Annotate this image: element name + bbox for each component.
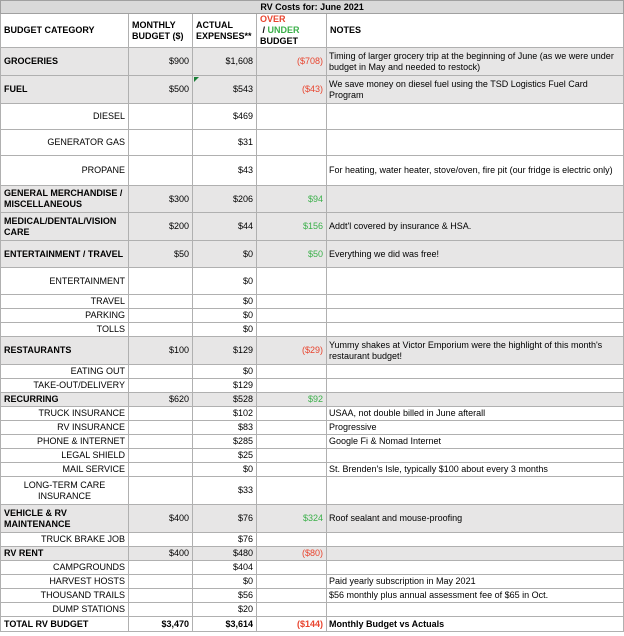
diff-cell[interactable]: [257, 561, 327, 575]
actual-cell[interactable]: $129: [193, 337, 257, 365]
table-row-legal-shield: [1, 449, 624, 463]
diff-cell[interactable]: [257, 104, 327, 130]
table-row-harvest-hosts: [1, 575, 624, 589]
table-row-recurring: [1, 393, 624, 407]
header-row: [1, 14, 624, 48]
table-row-truck-insurance: [1, 407, 624, 421]
diff-cell[interactable]: [257, 477, 327, 505]
table-row-rv-rent: [1, 547, 624, 561]
budget-cell[interactable]: $100: [129, 337, 193, 365]
diff-cell[interactable]: [257, 309, 327, 323]
budget-cell[interactable]: [129, 104, 193, 130]
note-cell[interactable]: [327, 603, 624, 617]
table-row-phone-internet: [1, 435, 624, 449]
header-ou-line2: BUDGET: [260, 36, 298, 46]
actual-cell[interactable]: $0: [193, 463, 257, 477]
subcategory-cell[interactable]: TRAVEL: [1, 295, 129, 309]
actual-cell[interactable]: $206: [193, 186, 257, 213]
note-cell[interactable]: [327, 393, 624, 407]
budget-cell[interactable]: $400: [129, 547, 193, 561]
note-cell[interactable]: [327, 477, 624, 505]
actual-cell[interactable]: $0: [193, 365, 257, 379]
actual-cell[interactable]: $43: [193, 156, 257, 186]
subcategory-cell[interactable]: THOUSAND TRAILS: [1, 589, 129, 603]
table-row-diesel: [1, 104, 624, 130]
budget-cell[interactable]: $200: [129, 213, 193, 241]
header-monthly-line1: MONTHLY: [132, 19, 176, 30]
diff-cell[interactable]: [257, 463, 327, 477]
budget-cell[interactable]: $500: [129, 76, 193, 104]
category-cell[interactable]: GENERAL MERCHANDISE / MISCELLANEOUS: [1, 186, 129, 213]
subcategory-cell[interactable]: LONG-TERM CARE INSURANCE: [1, 477, 129, 505]
diff-cell[interactable]: ($708): [257, 48, 327, 76]
note-cell[interactable]: Progressive: [327, 421, 624, 435]
diff-cell[interactable]: $94: [257, 186, 327, 213]
diff-cell[interactable]: [257, 379, 327, 393]
diff-cell[interactable]: [257, 295, 327, 309]
diff-cell[interactable]: [257, 421, 327, 435]
category-cell[interactable]: MEDICAL/DENTAL/VISION CARE: [1, 213, 129, 241]
sheet-title[interactable]: RV Costs for: June 2021: [1, 1, 624, 14]
actual-cell[interactable]: $102: [193, 407, 257, 421]
budget-cell[interactable]: [129, 533, 193, 547]
subcategory-cell[interactable]: TOLLS: [1, 323, 129, 337]
actual-cell[interactable]: $404: [193, 561, 257, 575]
budget-cell[interactable]: [129, 309, 193, 323]
table-row-groceries: [1, 48, 624, 76]
table-row-rv-insurance: [1, 421, 624, 435]
budget-cell[interactable]: $620: [129, 393, 193, 407]
table-row-generator-gas: [1, 130, 624, 156]
diff-cell[interactable]: [257, 603, 327, 617]
total-note-cell[interactable]: Monthly Budget vs Actuals: [327, 617, 624, 632]
category-cell[interactable]: VEHICLE & RV MAINTENANCE: [1, 505, 129, 533]
note-cell[interactable]: [327, 130, 624, 156]
diff-cell[interactable]: $92: [257, 393, 327, 407]
actual-cell[interactable]: $83: [193, 421, 257, 435]
diff-cell[interactable]: [257, 575, 327, 589]
budget-cell[interactable]: [129, 130, 193, 156]
header-actual-line1: ACTUAL: [196, 19, 233, 30]
note-cell[interactable]: [327, 295, 624, 309]
actual-cell[interactable]: $76: [193, 533, 257, 547]
total-budget-cell[interactable]: $3,470: [129, 617, 193, 632]
diff-cell[interactable]: [257, 449, 327, 463]
header-sep: /: [260, 25, 268, 35]
actual-cell[interactable]: $285: [193, 435, 257, 449]
note-cell[interactable]: [327, 104, 624, 130]
budget-cell[interactable]: [129, 268, 193, 295]
note-cell[interactable]: [327, 268, 624, 295]
diff-cell[interactable]: [257, 435, 327, 449]
diff-cell[interactable]: [257, 589, 327, 603]
table-row-medical: [1, 213, 624, 241]
budget-cell[interactable]: [129, 449, 193, 463]
header-actual-expenses[interactable]: [193, 14, 257, 48]
total-label-cell[interactable]: TOTAL RV BUDGET: [1, 617, 129, 632]
subcategory-cell[interactable]: PROPANE: [1, 156, 129, 186]
note-cell[interactable]: Roof sealant and mouse-proofing: [327, 505, 624, 533]
actual-cell[interactable]: $0: [193, 241, 257, 268]
actual-cell[interactable]: $0: [193, 575, 257, 589]
note-cell[interactable]: Google Fi & Nomad Internet: [327, 435, 624, 449]
budget-cell[interactable]: [129, 477, 193, 505]
note-cell[interactable]: [327, 533, 624, 547]
actual-cell[interactable]: $528: [193, 393, 257, 407]
title-row: [1, 1, 624, 14]
budget-cell[interactable]: [129, 156, 193, 186]
actual-cell[interactable]: $480: [193, 547, 257, 561]
budget-cell[interactable]: [129, 603, 193, 617]
diff-cell[interactable]: [257, 268, 327, 295]
diff-cell[interactable]: $156: [257, 213, 327, 241]
budget-cell[interactable]: $400: [129, 505, 193, 533]
actual-cell[interactable]: $20: [193, 603, 257, 617]
total-actual-cell[interactable]: $3,614: [193, 617, 257, 632]
actual-cell[interactable]: $1,608: [193, 48, 257, 76]
budget-cell[interactable]: [129, 323, 193, 337]
note-cell[interactable]: Yummy shakes at Victor Emporium were the highlight of this month's restaurant budget!: [327, 337, 624, 365]
actual-cell[interactable]: $56: [193, 589, 257, 603]
budget-cell[interactable]: $900: [129, 48, 193, 76]
diff-cell[interactable]: ($29): [257, 337, 327, 365]
table-row-dump-stations: [1, 603, 624, 617]
header-monthly-line2: BUDGET ($): [132, 30, 184, 41]
table-row-vehicle-maintenance: [1, 505, 624, 533]
note-cell[interactable]: Everything we did was free!: [327, 241, 624, 268]
subcategory-cell[interactable]: MAIL SERVICE: [1, 463, 129, 477]
diff-cell[interactable]: [257, 407, 327, 421]
subcategory-cell[interactable]: DIESEL: [1, 104, 129, 130]
budget-cell[interactable]: $50: [129, 241, 193, 268]
note-cell[interactable]: USAA, not double billed in June afterall: [327, 407, 624, 421]
actual-cell[interactable]: $33: [193, 477, 257, 505]
note-cell[interactable]: For heating, water heater, stove/oven, fire pit (our fridge is electric only): [327, 156, 624, 186]
note-cell[interactable]: [327, 323, 624, 337]
table-row-eating-out: [1, 365, 624, 379]
budget-cell[interactable]: [129, 379, 193, 393]
budget-cell[interactable]: [129, 575, 193, 589]
category-cell[interactable]: RESTAURANTS: [1, 337, 129, 365]
budget-cell[interactable]: $300: [129, 186, 193, 213]
category-cell[interactable]: RECURRING: [1, 393, 129, 407]
note-cell[interactable]: [327, 449, 624, 463]
note-cell[interactable]: [327, 365, 624, 379]
table-row-parking: [1, 309, 624, 323]
subcategory-cell[interactable]: HARVEST HOSTS: [1, 575, 129, 589]
actual-cell[interactable]: $76: [193, 505, 257, 533]
actual-cell[interactable]: $0: [193, 309, 257, 323]
note-cell[interactable]: Addt'l covered by insurance & HSA.: [327, 213, 624, 241]
diff-cell[interactable]: [257, 323, 327, 337]
diff-cell[interactable]: [257, 130, 327, 156]
subcategory-cell[interactable]: CAMPGROUNDS: [1, 561, 129, 575]
subcategory-cell[interactable]: PHONE & INTERNET: [1, 435, 129, 449]
actual-cell[interactable]: $44: [193, 213, 257, 241]
subcategory-cell[interactable]: TRUCK BRAKE JOB: [1, 533, 129, 547]
table-row-fuel: [1, 76, 624, 104]
subcategory-cell[interactable]: TAKE-OUT/DELIVERY: [1, 379, 129, 393]
table-row-propane: [1, 156, 624, 186]
actual-cell[interactable]: $31: [193, 130, 257, 156]
budget-cell[interactable]: [129, 589, 193, 603]
header-over-under[interactable]: [257, 14, 327, 48]
subcategory-cell[interactable]: RV INSURANCE: [1, 421, 129, 435]
table-row-campgrounds: [1, 561, 624, 575]
actual-cell[interactable]: $469: [193, 104, 257, 130]
budget-cell[interactable]: [129, 435, 193, 449]
table-row-travel: [1, 295, 624, 309]
note-cell[interactable]: St. Brenden's Isle, typically $100 about every 3 months: [327, 463, 624, 477]
budget-cell[interactable]: [129, 407, 193, 421]
subcategory-cell[interactable]: ENTERTAINMENT: [1, 268, 129, 295]
header-over: OVER: [260, 14, 286, 24]
table-row-thousand-trails: [1, 589, 624, 603]
table-row-general-merchandise: [1, 186, 624, 213]
actual-cell[interactable]: $543: [193, 76, 257, 104]
header-monthly-budget[interactable]: [129, 14, 193, 48]
actual-cell[interactable]: $0: [193, 323, 257, 337]
header-under: UNDER: [267, 25, 300, 35]
actual-cell[interactable]: $0: [193, 268, 257, 295]
budget-cell[interactable]: [129, 463, 193, 477]
note-cell[interactable]: [327, 309, 624, 323]
budget-cell[interactable]: [129, 365, 193, 379]
table-row-tolls: [1, 323, 624, 337]
note-cell[interactable]: [327, 186, 624, 213]
note-cell[interactable]: [327, 561, 624, 575]
actual-cell[interactable]: $129: [193, 379, 257, 393]
subcategory-cell[interactable]: PARKING: [1, 309, 129, 323]
diff-cell[interactable]: $324: [257, 505, 327, 533]
note-cell[interactable]: [327, 379, 624, 393]
category-cell[interactable]: RV RENT: [1, 547, 129, 561]
diff-cell[interactable]: ($80): [257, 547, 327, 561]
table-row-long-term-care: [1, 477, 624, 505]
header-category[interactable]: BUDGET CATEGORY: [1, 14, 129, 48]
table-row-entertainment-travel: [1, 241, 624, 268]
subcategory-cell[interactable]: DUMP STATIONS: [1, 603, 129, 617]
subcategory-cell[interactable]: GENERATOR GAS: [1, 130, 129, 156]
diff-cell[interactable]: [257, 156, 327, 186]
subcategory-cell[interactable]: LEGAL SHIELD: [1, 449, 129, 463]
actual-cell[interactable]: $25: [193, 449, 257, 463]
note-cell[interactable]: Paid yearly subscription in May 2021: [327, 575, 624, 589]
category-cell[interactable]: ENTERTAINMENT / TRAVEL: [1, 241, 129, 268]
table-row-total: [1, 617, 624, 632]
table-row-restaurants: [1, 337, 624, 365]
header-notes[interactable]: NOTES: [327, 14, 624, 48]
actual-cell[interactable]: $0: [193, 295, 257, 309]
note-cell[interactable]: We save money on diesel fuel using the TSD Logistics Fuel Card Program: [327, 76, 624, 104]
diff-cell[interactable]: $50: [257, 241, 327, 268]
note-cell[interactable]: $56 monthly plus annual assessment fee of $65 in Oct.: [327, 589, 624, 603]
total-diff-cell[interactable]: ($144): [257, 617, 327, 632]
subcategory-cell[interactable]: EATING OUT: [1, 365, 129, 379]
header-actual-line2: EXPENSES**: [196, 30, 252, 41]
budget-cell[interactable]: [129, 561, 193, 575]
diff-cell[interactable]: [257, 533, 327, 547]
table-row-takeout: [1, 379, 624, 393]
subcategory-cell[interactable]: TRUCK INSURANCE: [1, 407, 129, 421]
diff-cell[interactable]: [257, 365, 327, 379]
note-cell[interactable]: [327, 547, 624, 561]
category-cell[interactable]: FUEL: [1, 76, 129, 104]
table-row-entertainment: [1, 268, 624, 295]
category-cell[interactable]: GROCERIES: [1, 48, 129, 76]
diff-cell[interactable]: ($43): [257, 76, 327, 104]
budget-cell[interactable]: [129, 421, 193, 435]
note-cell[interactable]: Timing of larger grocery trip at the beginning of June (as we were under budget in May and needed to restock): [327, 48, 624, 76]
budget-cell[interactable]: [129, 295, 193, 309]
table-row-truck-brake-job: [1, 533, 624, 547]
table-row-mail-service: [1, 463, 624, 477]
